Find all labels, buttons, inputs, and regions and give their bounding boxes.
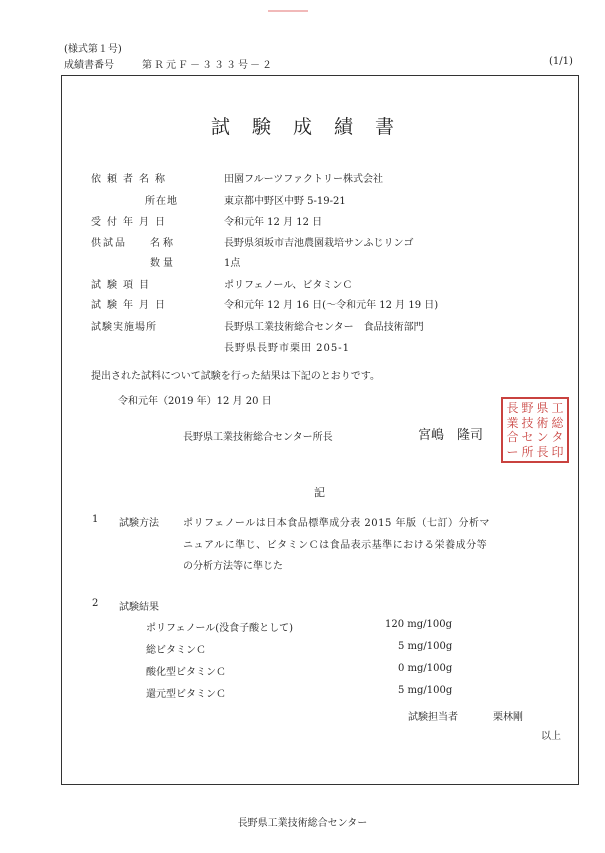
method-label: 試験方法 xyxy=(119,518,159,529)
issue-date: 令和元年（2019 年）12 月 20 日 xyxy=(118,396,272,407)
seal-char: 合 xyxy=(506,430,519,444)
quantity-value: 1点 xyxy=(224,258,241,269)
quantity-label: 数量 xyxy=(150,258,176,269)
result-value: 0 mg/100g xyxy=(398,663,453,674)
seal-char: 総 xyxy=(551,415,564,430)
received-label: 受付年月日 xyxy=(91,217,171,228)
method-line-3: の分析方法等に準じた xyxy=(183,561,283,572)
results-label: 試験結果 xyxy=(119,602,159,613)
method-line-1: ポリフェノールは日本食品標準成分表 2015 年版（七訂）分析マ xyxy=(183,518,491,529)
report-number-label: 成績書番号 xyxy=(64,60,114,71)
seal-char: セ xyxy=(521,430,534,444)
result-name: 還元型ビタミンＣ xyxy=(146,689,226,700)
issuer-name: 宮嶋 隆司 xyxy=(418,428,484,443)
seal-char: 業 xyxy=(506,415,519,430)
report-number: 第Ｒ元Ｆ－３３３号－２ xyxy=(142,60,274,71)
seal-char: 長 xyxy=(536,444,549,459)
client-value: 田園フルーツファクトリー株式会社 xyxy=(224,174,383,185)
seal-char: タ xyxy=(551,430,564,444)
client-label: 依頼者名称 xyxy=(91,174,171,185)
tester-label: 試験担当者 xyxy=(408,712,458,723)
result-name: 総ビタミンＣ xyxy=(146,645,206,656)
items-value: ポリフェノール、ビタミンＣ xyxy=(224,280,353,291)
closing-mark: 以上 xyxy=(541,731,561,742)
result-name: 酸化型ビタミンＣ xyxy=(146,667,226,678)
seal-char: 技 xyxy=(521,415,534,430)
date-label: 試験年月日 xyxy=(91,300,171,311)
sample-name-label: 名称 xyxy=(150,238,176,249)
result-name: ポリフェノール(没食子酸として) xyxy=(146,623,294,634)
seal-char: 術 xyxy=(536,415,549,430)
seal-char: 県 xyxy=(536,401,549,415)
seal-char: ン xyxy=(536,430,549,444)
seal-char: 所 xyxy=(521,444,534,459)
form-number: (様式第１号) xyxy=(64,44,122,55)
result-value: 5 mg/100g xyxy=(398,641,453,652)
statement: 提出された試料について試験を行った結果は下記のとおりです。 xyxy=(91,371,380,382)
sample-name-value: 長野県須坂市吉池農園栽培サンふじリンゴ xyxy=(224,238,414,249)
result-value: 120 mg/100g xyxy=(385,619,453,630)
seal-char: ー xyxy=(506,444,519,459)
result-value: 5 mg/100g xyxy=(398,685,453,696)
date-value: 令和元年 12 月 16 日(～令和元年 12 月 19 日) xyxy=(224,300,439,311)
official-seal xyxy=(501,397,569,463)
document-title: 試験成績書 xyxy=(210,116,416,138)
received-value: 令和元年 12 月 12 日 xyxy=(224,217,323,228)
place-value-2: 長野県長野市栗田 205-1 xyxy=(224,343,351,354)
address-value: 東京都中野区中野 5-19-21 xyxy=(224,196,346,207)
seal-char: 長 xyxy=(506,401,519,415)
sample-label: 供試品 xyxy=(91,238,127,249)
results-number: 2 xyxy=(92,598,99,609)
footer-organization: 長野県工業技術総合センター xyxy=(237,818,368,829)
tester-name: 栗林剛 xyxy=(493,712,523,723)
page-indicator: (1/1) xyxy=(549,56,573,67)
address-label: 所在地 xyxy=(145,196,178,207)
items-label: 試験項目 xyxy=(91,280,155,291)
place-label: 試験実施場所 xyxy=(91,322,157,333)
note-heading: 記 xyxy=(314,486,325,499)
seal-char: 工 xyxy=(551,401,564,415)
seal-char: 野 xyxy=(521,401,534,415)
seal-char: 印 xyxy=(551,444,564,459)
issuer-title: 長野県工業技術総合センター所長 xyxy=(183,432,333,443)
method-number: 1 xyxy=(92,514,99,525)
method-line-2: ニュアルに準じ、ビタミンＣは食品表示基準における栄養成分等 xyxy=(183,540,488,551)
top-stamp-fragment xyxy=(268,0,308,12)
place-value-1: 長野県工業技術総合センター 食品技術部門 xyxy=(224,322,424,333)
